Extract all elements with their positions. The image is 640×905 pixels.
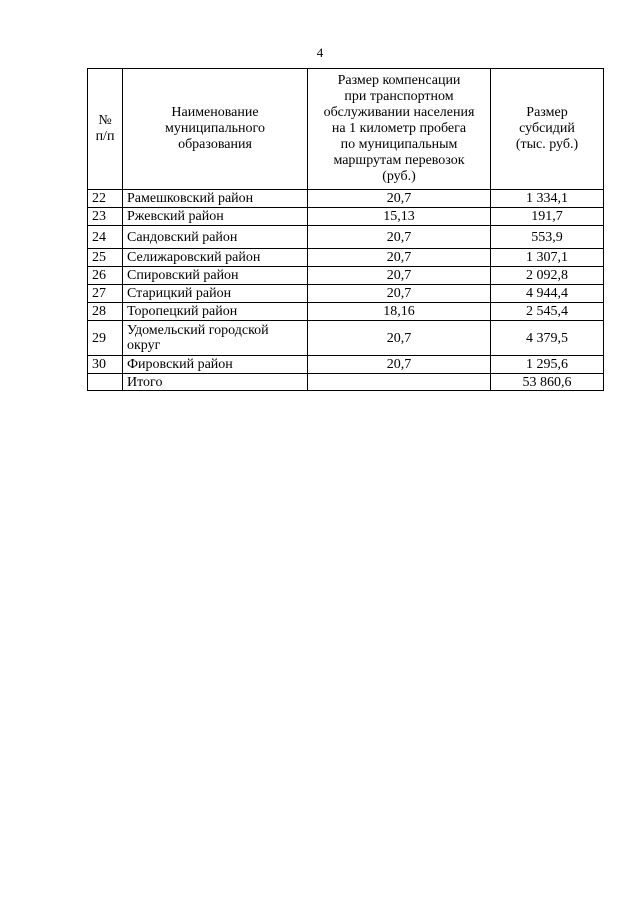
row-municipality: Спировский район	[123, 267, 308, 285]
total-row	[88, 374, 604, 391]
header-subsidy-amount: Размер субсидий (тыс. руб.)	[491, 69, 604, 190]
table-row	[88, 356, 604, 374]
row-rate: 20,7	[308, 285, 491, 303]
row-subsidy: 2 092,8	[491, 267, 604, 285]
row-subsidy: 191,7	[491, 208, 604, 226]
row-municipality: Старицкий район	[123, 285, 308, 303]
table-row	[88, 303, 604, 321]
row-number: 29	[88, 321, 123, 356]
row-subsidy: 553,9	[491, 226, 604, 249]
row-rate: 18,16	[308, 303, 491, 321]
row-municipality: Рамешковский район	[123, 190, 308, 208]
row-subsidy: 2 545,4	[491, 303, 604, 321]
row-municipality: Сандовский район	[123, 226, 308, 249]
subsidy-table	[87, 68, 604, 391]
row-number: 22	[88, 190, 123, 208]
row-municipality: Фировский район	[123, 356, 308, 374]
row-subsidy: 4 944,4	[491, 285, 604, 303]
row-number: 30	[88, 356, 123, 374]
row-subsidy: 4 379,5	[491, 321, 604, 356]
table-row	[88, 190, 604, 208]
total-number-cell	[88, 374, 123, 391]
row-municipality: Селижаровский район	[123, 249, 308, 267]
row-rate: 20,7	[308, 267, 491, 285]
row-rate: 20,7	[308, 356, 491, 374]
header-compensation-rate: Размер компенсации при транспортном обслуживании населения на 1 километр пробега по муниципальным маршрутам перевозок (руб.)	[308, 69, 491, 190]
total-rate-cell	[308, 374, 491, 391]
row-rate: 20,7	[308, 190, 491, 208]
row-number: 26	[88, 267, 123, 285]
row-number: 28	[88, 303, 123, 321]
page-number: 4	[316, 45, 324, 60]
row-rate: 20,7	[308, 226, 491, 249]
row-number: 24	[88, 226, 123, 249]
row-municipality: Торопецкий район	[123, 303, 308, 321]
table-row	[88, 208, 604, 226]
row-subsidy: 1 295,6	[491, 356, 604, 374]
row-rate: 15,13	[308, 208, 491, 226]
row-number: 23	[88, 208, 123, 226]
table-row	[88, 226, 604, 249]
total-subsidy: 53 860,6	[491, 374, 604, 391]
row-municipality: Ржевский район	[123, 208, 308, 226]
row-municipality: Удомельский городской округ	[123, 321, 308, 356]
header-municipality: Наименование муниципального образования	[123, 69, 308, 190]
table-row	[88, 249, 604, 267]
table-row	[88, 321, 604, 356]
row-rate: 20,7	[308, 249, 491, 267]
total-label: Итого	[123, 374, 308, 391]
row-rate: 20,7	[308, 321, 491, 356]
row-subsidy: 1 307,1	[491, 249, 604, 267]
table-header-row	[88, 69, 604, 190]
row-subsidy: 1 334,1	[491, 190, 604, 208]
row-number: 27	[88, 285, 123, 303]
table-row	[88, 267, 604, 285]
header-number: № п/п	[88, 69, 123, 190]
row-number: 25	[88, 249, 123, 267]
table-row	[88, 285, 604, 303]
